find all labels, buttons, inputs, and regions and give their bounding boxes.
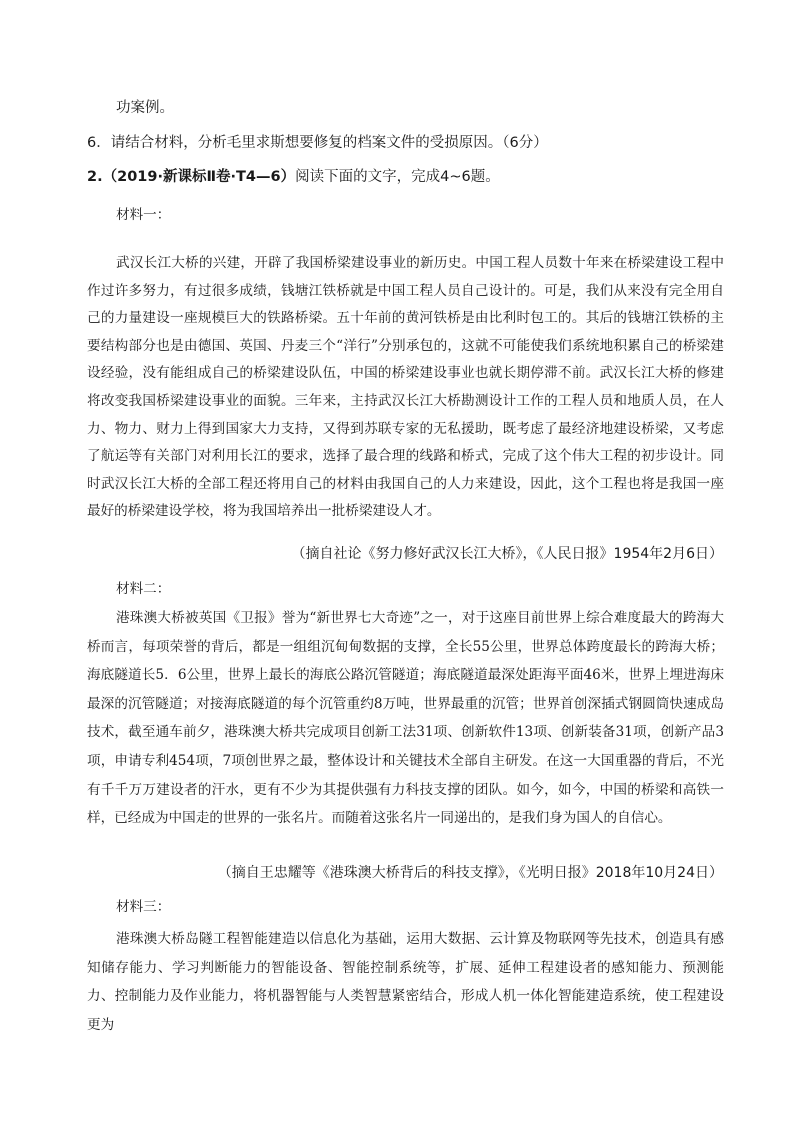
question-number: 2. xyxy=(87,169,103,185)
material-2-source: （摘自王忠耀等《港珠澳大桥背后的科技支撑》，《光明日报》2018年10月24日） xyxy=(217,865,723,881)
material-2-heading: 材料二： xyxy=(116,581,171,597)
material-3-text: 港珠澳大桥岛隧工程智能建造以信息化为基础，运用大数据、云计算及物联网等先技术，创造具有感知储存能力、学习判断能力的智能设备、智能控制系统等，扩展、延伸工程建设者的感知能力、预测能力、控制能力及作业能力，将机器智能与人类智慧紧密结合，形成人机一体化智能建造系统，使工程建设更为 xyxy=(87,931,724,1033)
material-3-heading: 材料三： xyxy=(116,899,171,915)
material-1-text: 武汉长江大桥的兴建，开辟了我国桥梁建设事业的新历史。中国工程人员数十年来在桥梁建设工程中作过许多努力，有过很多成绩，钱塘江铁桥就是中国工程人员自己设计的。可是，我们从来没有完全用自己的力量建设一座规模巨大的铁路桥梁。五十年前的黄河铁桥是由比利时包工的。其后的钱塘江铁桥的主要结构部分也是由德国、英国、丹麦三个“洋行”分别承包的，这就不可能使我们系统地积累自己的桥梁建设经验，没有能组成自己的桥梁建设队伍，中国的桥梁建设事业也就长期停滞不前。武汉长江大桥的修建将改变我国桥梁建设事业的面貌。三年来，主持武汉长江大桥勘测设计工作的工程人员和地质人员，在人力、物力、财力上得到国家大力支持，又得到苏联专家的无私援助，既考虑了最经济地建设桥梁，又考虑了航运等有关部门对利用长江的要求，选择了最合理的线路和桥式，完成了这个伟大工程的初步设计。同时武汉长江大桥的全部工程还将用自己的材料由我国自己的人力来建设，因此，这个工程也将是我国一座最好的桥梁建设学校，将为我国培养出一批桥梁建设人才。 xyxy=(87,255,724,520)
material-2-body xyxy=(87,604,724,833)
material-1-source: （摘自社论《努力修好武汉长江大桥》，《人民日报》1954年2月6日） xyxy=(291,546,723,562)
question-source: （2019·新课标Ⅱ卷·T4—6） xyxy=(102,169,296,185)
material-3-body xyxy=(87,925,724,1039)
material-2-text: 港珠澳大桥被英国《卫报》誉为“新世界七大奇迹”之一，对于这座目前世界上综合难度最大的跨海大桥而言，每项荣誉的背后，都是一组组沉甸甸数据的支撑，全长55公里，世界总体跨度最长的跨海大桥；海底隧道长5．6公里，世界上最长的海底公路沉管隧道；海底隧道最深处距海平面46米，世界上埋进海床最深的沉管隧道；对接海底隧道的每个沉管重约8万吨，世界最重的沉管；世界首创深插式钢圆筒快速成岛技术，截至通车前夕，港珠澳大桥共完成项目创新工法31项、创新软件13项、创新装备31项，创新产品3项，申请专利454项，7项创世界之最，整体设计和关键技术全部自主研发。在这一大国重器的背后，不光有千千万万建设者的汗水，更有不少为其提供强有力科技支撑的团队。如今，如今，中国的桥梁和高铁一样，已经成为中国走的世界的一张名片。而随着这张名片一同递出的，是我们身为国人的自信心。 xyxy=(87,610,724,827)
question-prompt: 阅读下面的文字，完成4~6题。 xyxy=(295,169,500,185)
material-1-heading: 材料一： xyxy=(116,207,171,223)
question-6: 6．请结合材料，分析毛里求斯想要修复的档案文件的受损原因。（6分） xyxy=(87,135,548,151)
previous-answer-tail: 功案例。 xyxy=(116,100,174,116)
material-1-body xyxy=(87,250,724,526)
question-2-header xyxy=(87,167,500,187)
